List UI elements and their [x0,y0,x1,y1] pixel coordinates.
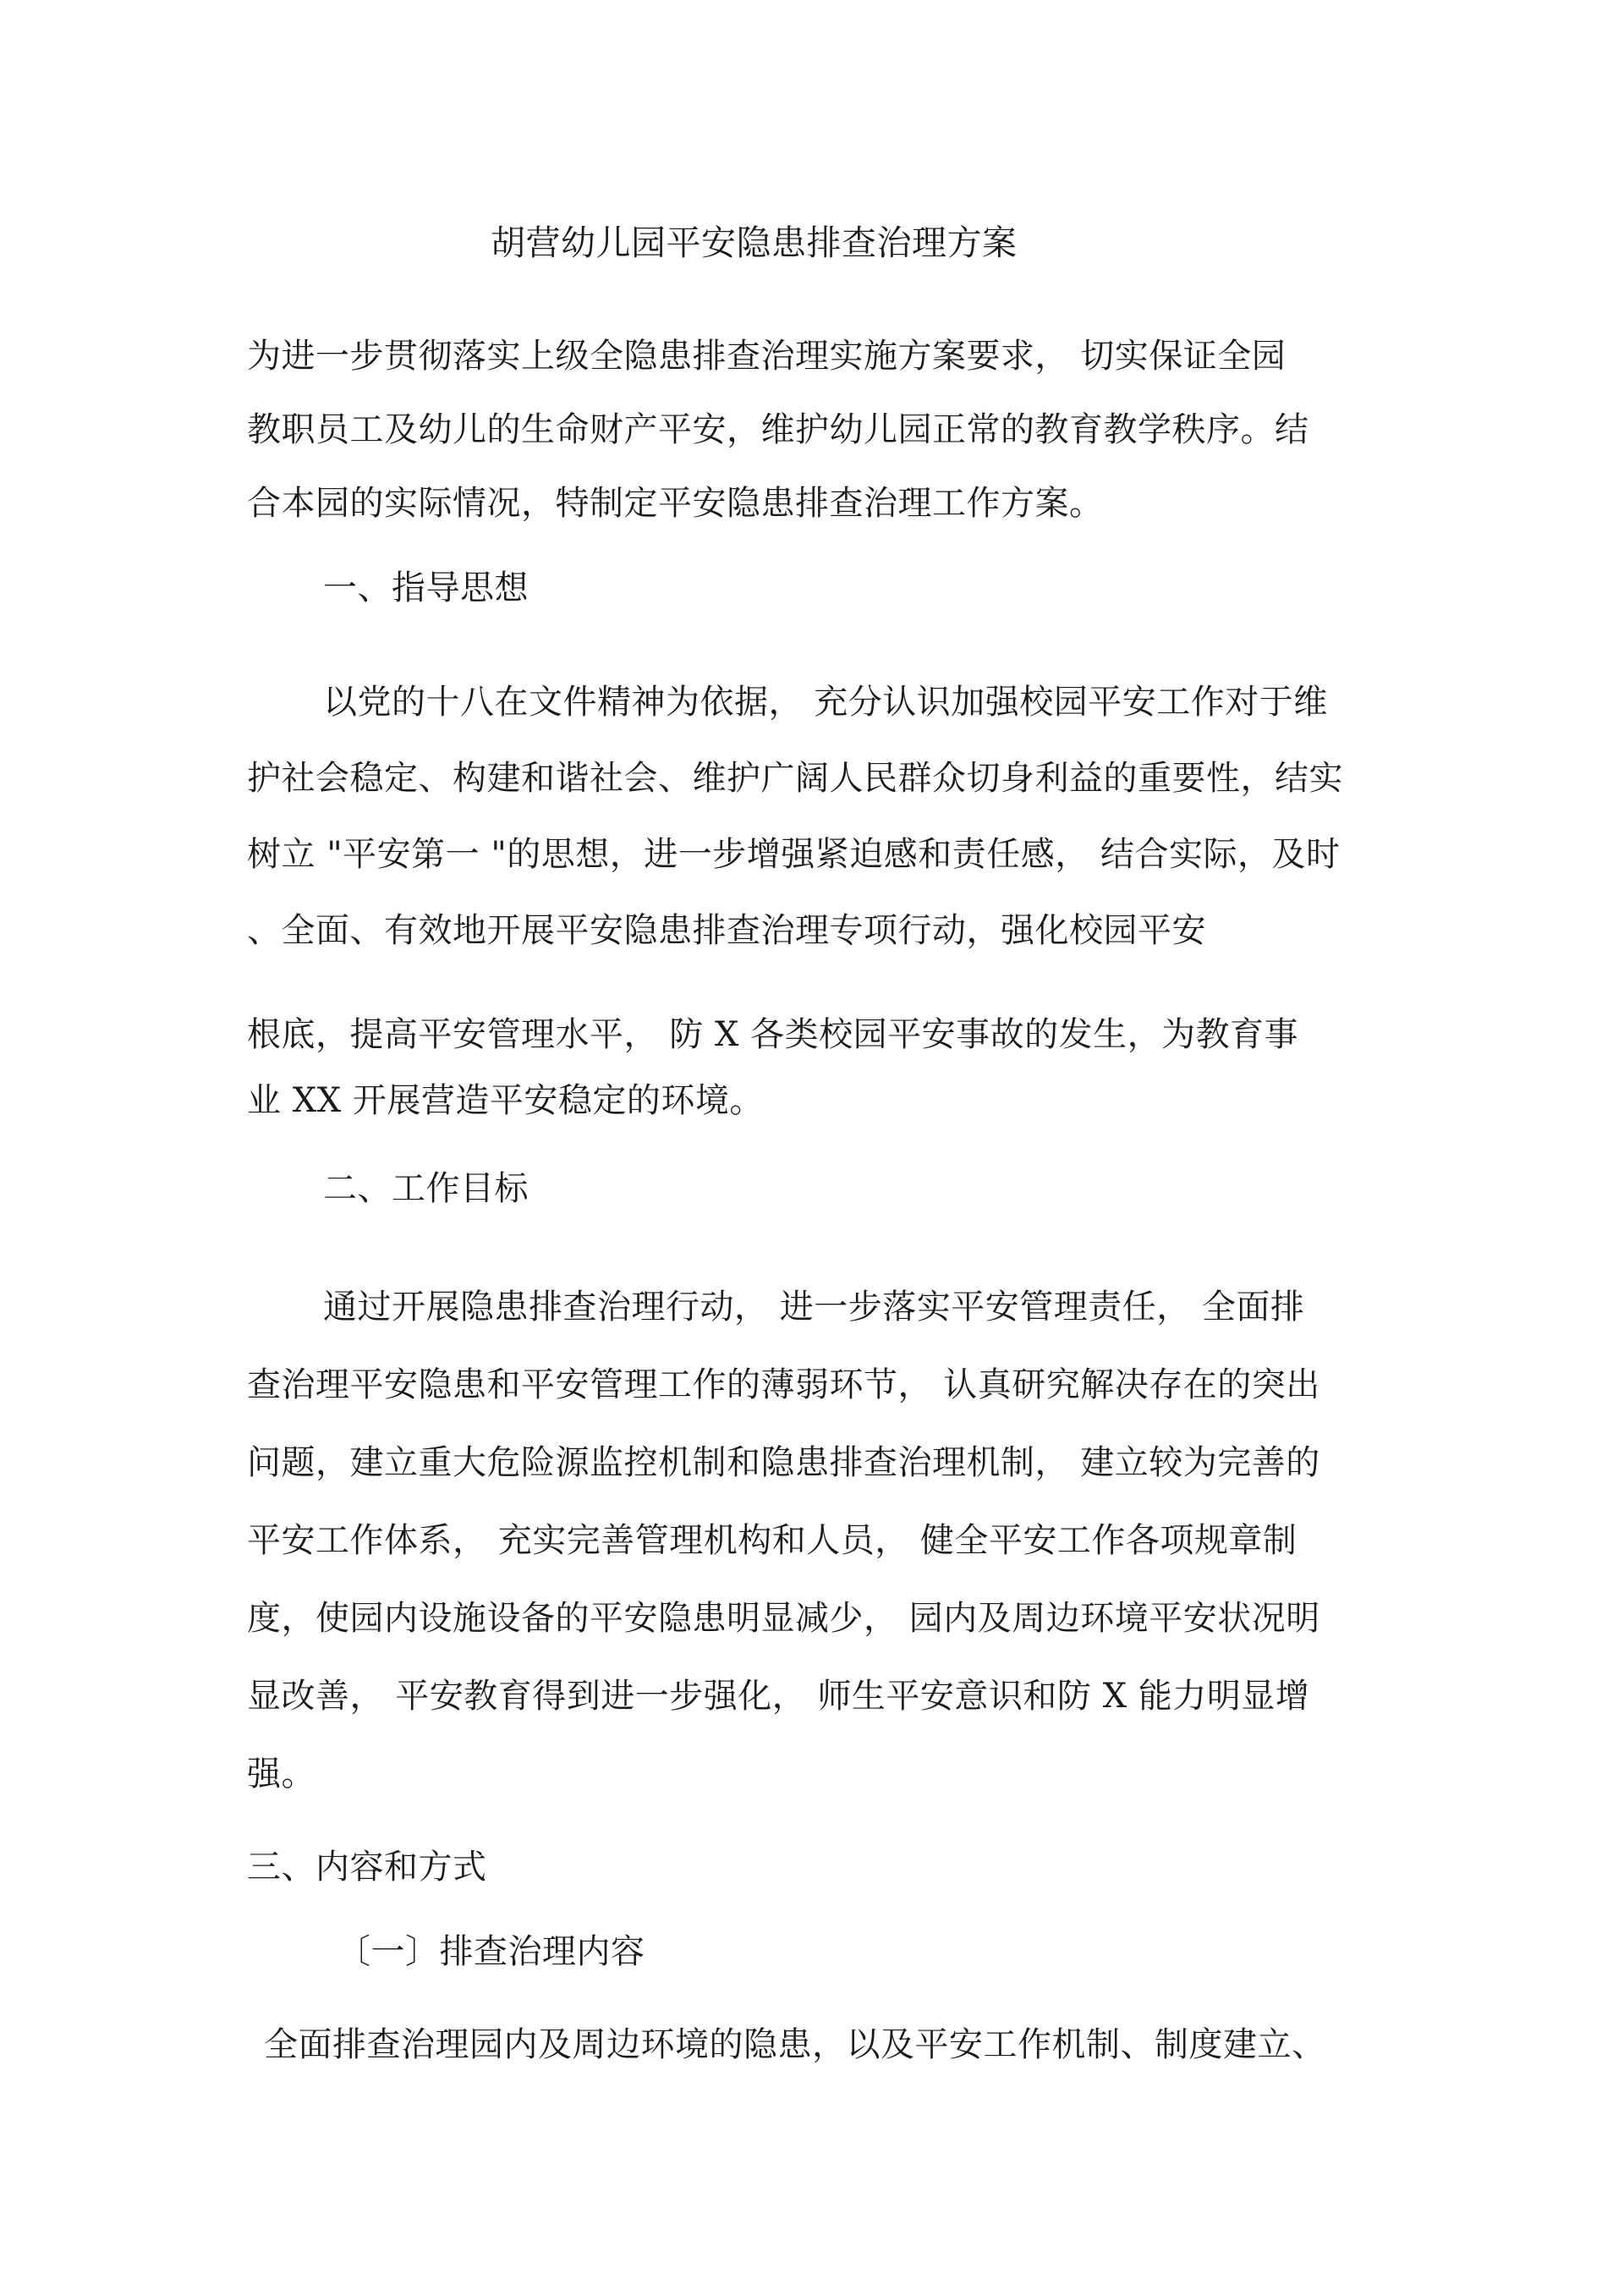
paragraph-line: 平安工作体系， 充实完善管理机构和人员， 健全平安工作各项规章制 [247,1521,1298,1560]
paragraph-line: 根底，提高平安管理水平， 防 X 各类校园平安事故的发生，为教育事 [247,1015,1299,1054]
document-title: 胡营幼儿园平安隐患排查治理方案 [491,222,1018,263]
paragraph-line: 全面排查治理园内及周边环境的隐患，以及平安工作机制、制度建立、 [264,2025,1326,2064]
section-heading-guiding-thought: 一、指导思想 [323,569,529,607]
paragraph-line: 护社会稳定、构建和谐社会、维护广阔人民群众切身利益的重要性，结实 [247,759,1343,798]
paragraph-line: 以党的十八在文件精神为依据， 充分认识加强校园平安工作对于维 [323,683,1328,722]
paragraph-line: 业 XX 开展营造平安稳定的环境。 [247,1081,764,1120]
paragraph-line: 显改善， 平安教育得到进一步强化， 师生平安意识和防 X 能力明显增 [247,1677,1310,1716]
paragraph-line: 强。 [247,1755,315,1793]
paragraph-line: 、全面、有效地开展平安隐患排查治理专项行动，强化校园平安 [247,911,1206,950]
paragraph-line: 问题，建立重大危险源监控机制和隐患排查治理机制， 建立较为完善的 [247,1443,1320,1482]
paragraph-line: 树立 "平安第一 "的思想，进一步增强紧迫感和责任感， 结合实际，及时 [247,835,1341,874]
section-heading-content-methods: 三、内容和方式 [247,1848,487,1887]
subsection-heading-inspection-content: 〔一〕排查治理内容 [337,1932,645,1971]
section-heading-work-goals: 二、工作目标 [323,1169,529,1208]
paragraph-line: 度，使园内设施设备的平安隐患明显减少， 园内及周边环境平安状况明 [247,1599,1320,1638]
intro-line: 合本园的实际情况，特制定平安隐患排查治理工作方案。 [247,484,1104,523]
intro-line: 为进一步贯彻落实上级全隐患排查治理实施方案要求， 切实保证全园 [247,337,1287,376]
paragraph-line: 通过开展隐患排查治理行动， 进一步落实平安管理责任， 全面排 [323,1288,1305,1327]
intro-line: 教职员工及幼儿的生命财产平安，维护幼儿园正常的教育教学秩序。结 [247,410,1309,449]
paragraph-line: 查治理平安隐患和平安管理工作的薄弱环节， 认真研究解决存在的突出 [247,1365,1320,1404]
